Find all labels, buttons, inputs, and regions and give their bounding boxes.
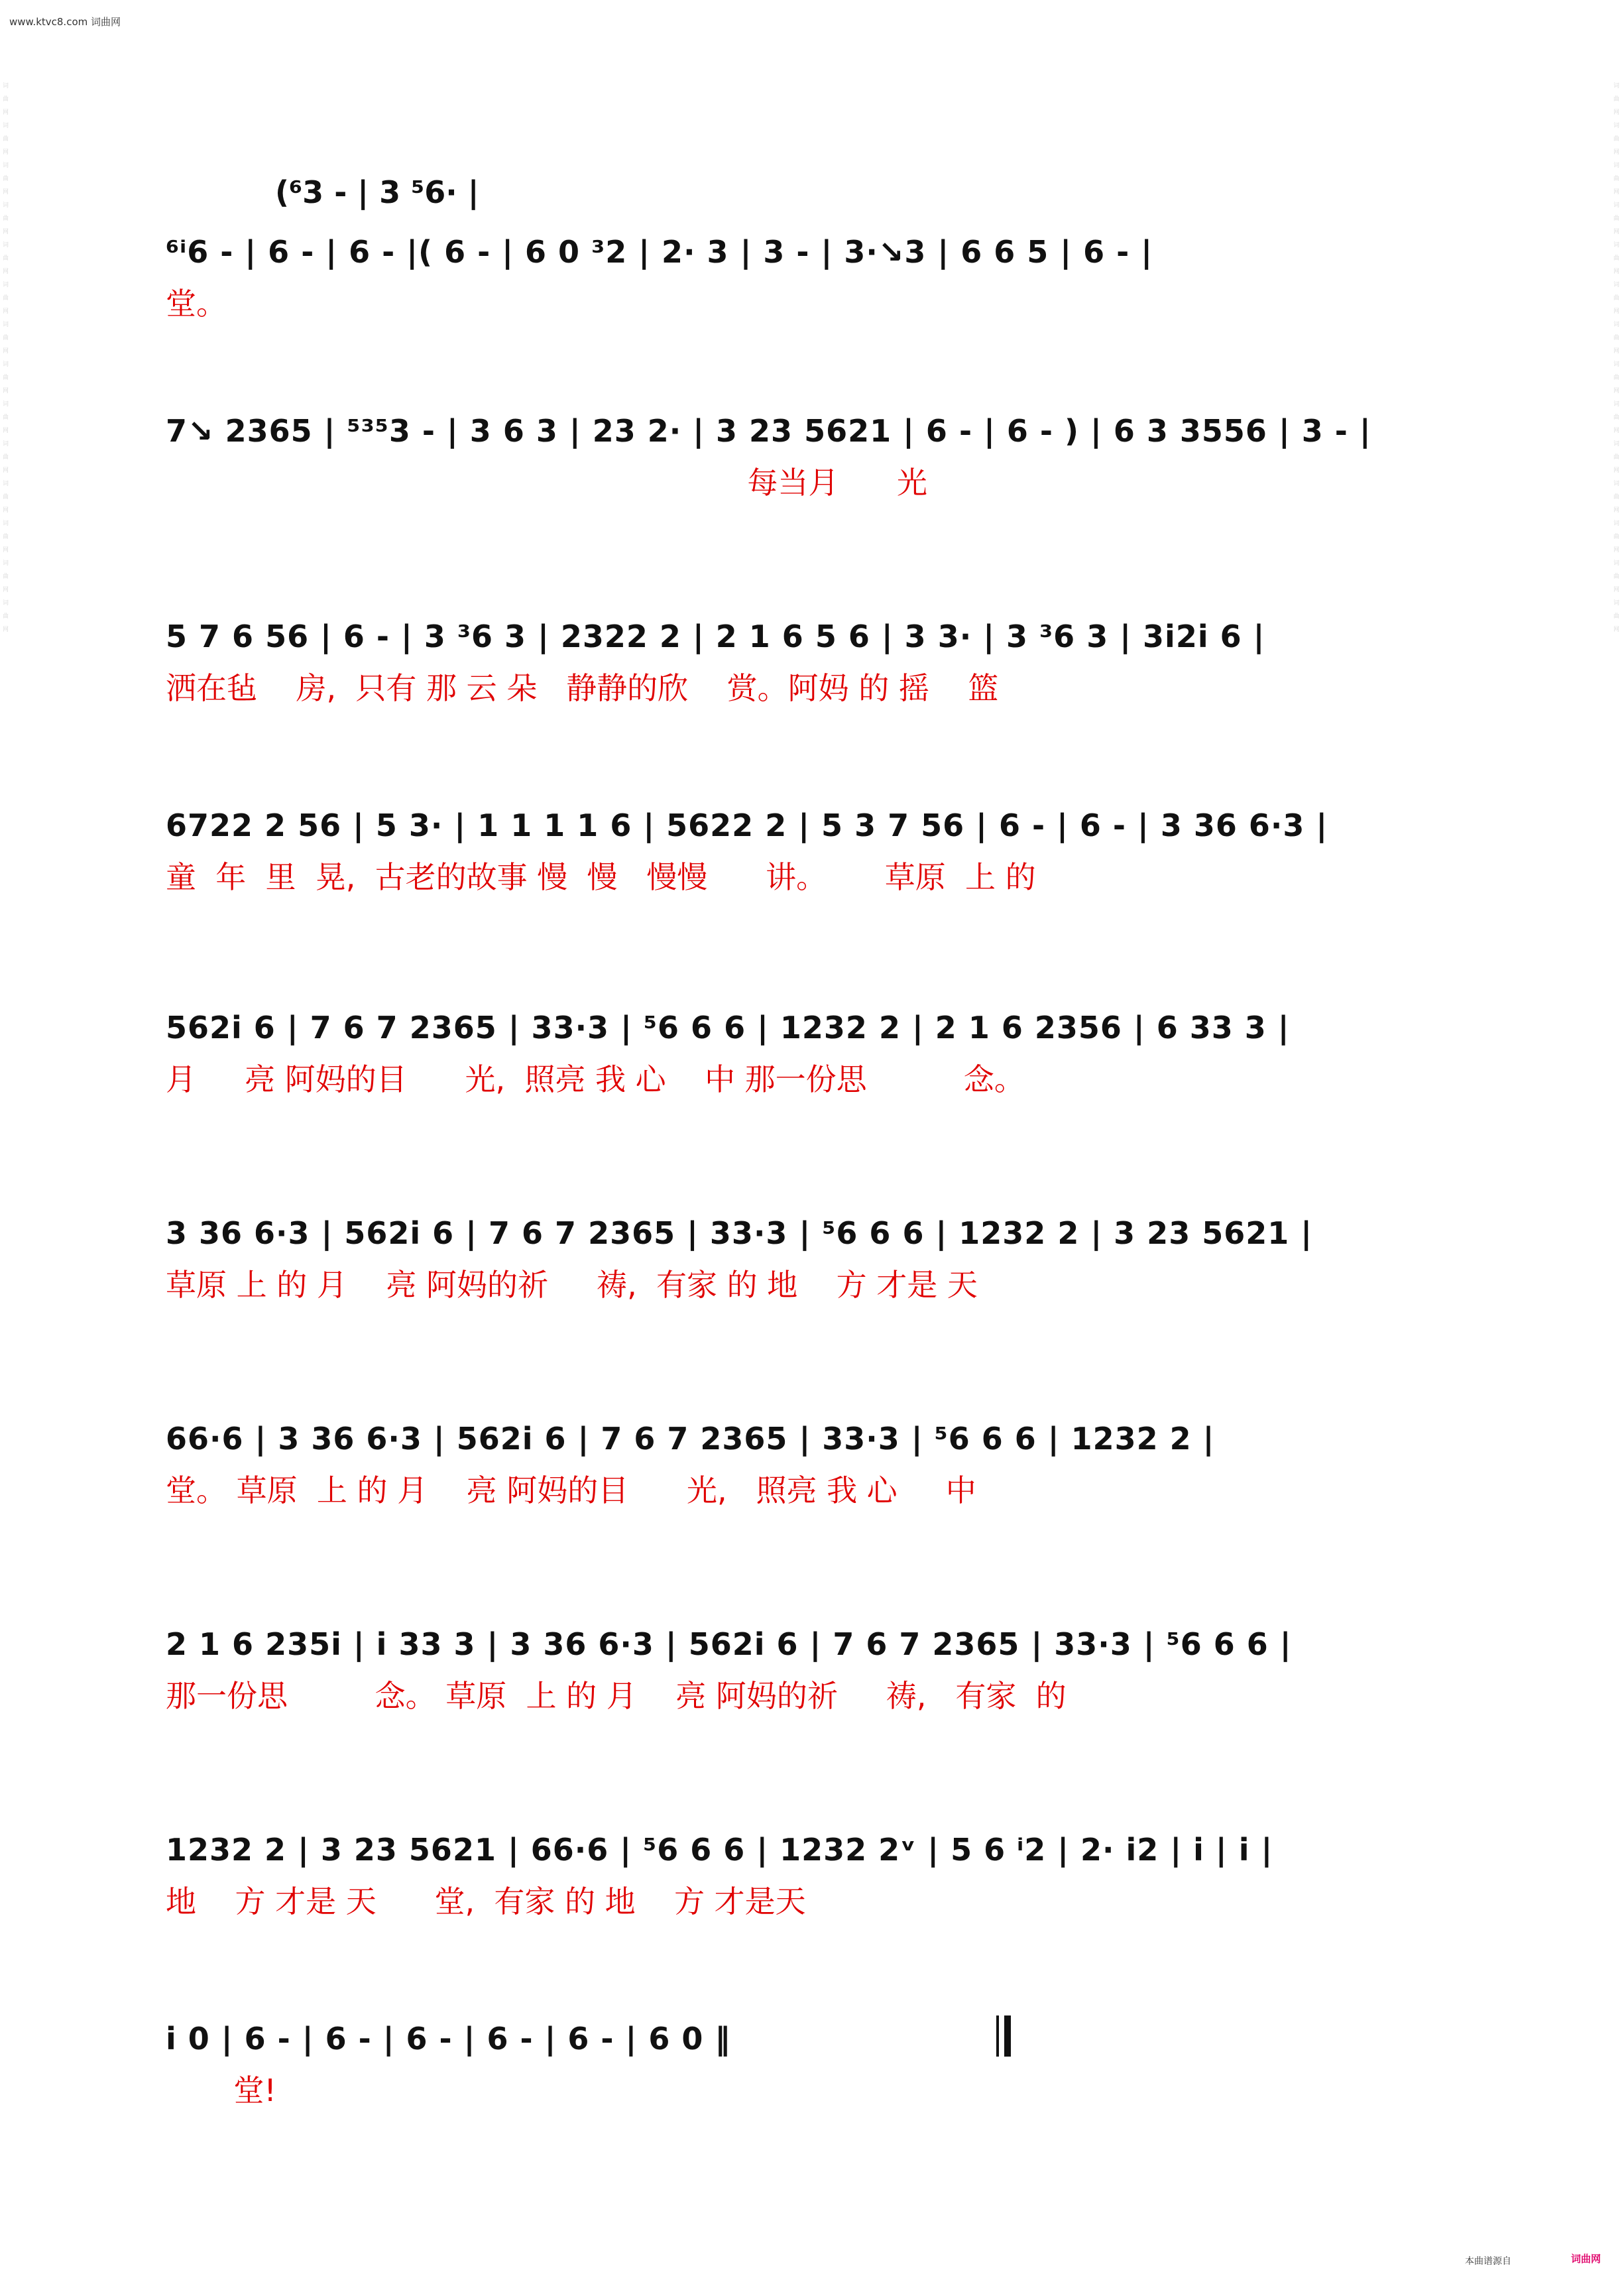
prefix-notes: (⁶3 - | 3 ⁵6· | [275, 174, 479, 210]
notation-line [166, 1210, 1312, 1256]
footer-logo: 词曲网 [1571, 2253, 1601, 2265]
notation-text: 7↘ 2365 | ⁵³⁵3 - | 3 6 3 | 23 2· | 3 23 5621 | 6 - | 6 - ) | 6 3 3556 | 3 - | [166, 413, 1371, 449]
footer-source: 本曲谱源自 [1465, 2256, 1511, 2267]
notation-text: 1232 2 | 3 23 5621 | 66·6 | ⁵6 6 6 | 1232 2ᵛ | 5 6 ⁱ2 | 2· i2 | i | i | [166, 1832, 1273, 1868]
notation-line [166, 1004, 1290, 1051]
left-watermark: 词曲网词曲网词曲网词曲网词曲网词曲网词曲网词曲网词曲网词曲网词曲网词曲网词曲网词曲网 [3, 83, 9, 633]
lyrics-line: 堂! [166, 2073, 276, 2108]
notation-text: 66·6 | 3 36 6·3 | 562i 6 | 7 6 7 2365 | 33·3 | ⁵6 6 6 | 1232 2 | [166, 1421, 1215, 1457]
site-header: www.ktvc8.com 词曲网 [9, 16, 121, 28]
final-barline-thin [996, 2015, 999, 2057]
lyrics-line: 月 亮 阿妈的目 光, 照亮 我 心 中 那一份思 念。 [166, 1061, 1025, 1097]
lyrics-line: 堂。 [166, 286, 227, 322]
right-watermark: 词曲网词曲网词曲网词曲网词曲网词曲网词曲网词曲网词曲网词曲网词曲网词曲网词曲网词曲网 [1613, 83, 1620, 633]
lyrics-line: 地 方 才是 天 堂, 有家 的 地 方 才是天 [166, 1884, 806, 1919]
lyrics-line: 洒在毡 房, 只有 那 云 朵 静静的欣 赏。阿妈 的 摇 篮 [166, 670, 999, 706]
notation-line [166, 802, 1328, 849]
notation-text: 6722 2 56 | 5 3· | 1 1 1 1 6 | 5622 2 | 5 3 7 56 | 6 - | 6 - | 3 36 6·3 | [166, 808, 1328, 843]
score-prefix [275, 169, 479, 215]
notation-line [166, 408, 1371, 454]
lyrics-line: 那一份思 念。 草原 上 的 月 亮 阿妈的祈 祷, 有家 的 [166, 1678, 1067, 1714]
notation-text: 3 36 6·3 | 562i 6 | 7 6 7 2365 | 33·3 | ⁵6 6 6 | 1232 2 | 3 23 5621 | [166, 1215, 1313, 1251]
lyrics-line: 草原 上 的 月 亮 阿妈的祈 祷, 有家 的 地 方 才是 天 [166, 1267, 978, 1303]
notation-text: 562i 6 | 7 6 7 2365 | 33·3 | ⁵6 6 6 | 1232 2 | 2 1 6 2356 | 6 33 3 | [166, 1010, 1290, 1046]
lyrics-line: 每当月 光 [166, 465, 928, 501]
final-barline-thick [1004, 2015, 1011, 2057]
notation-text: ⁶ⁱ6 - | 6 - | 6 - |( 6 - | 6 0 ³2 | 2· 3 | 3 - | 3·↘3 | 6 6 5 | 6 - | [166, 234, 1153, 270]
notation-text: 2 1 6 235i | i 33 3 | 3 36 6·3 | 562i 6 | 7 6 7 2365 | 33·3 | ⁵6 6 6 | [166, 1626, 1292, 1662]
notation-line [166, 613, 1265, 660]
notation-text: i 0 | 6 - | 6 - | 6 - | 6 - | 6 - | 6 0 ‖ [166, 2021, 731, 2057]
lyrics-line: 童 年 里 晃, 古老的故事 慢 慢 慢慢 讲。 草原 上 的 [166, 859, 1036, 895]
notation-line [166, 229, 1153, 275]
notation-line [166, 1415, 1214, 1462]
notation-line [166, 2015, 730, 2062]
notation-line [166, 1621, 1292, 1667]
lyrics-line: 堂。 草原 上 的 月 亮 阿妈的目 光, 照亮 我 心 中 [166, 1473, 976, 1508]
notation-text: 5 7 6 56 | 6 - | 3 ³6 3 | 2322 2 | 2 1 6 5 6 | 3 3· | 3 ³6 3 | 3i2i 6 | [166, 619, 1265, 654]
notation-line [166, 1827, 1273, 1873]
